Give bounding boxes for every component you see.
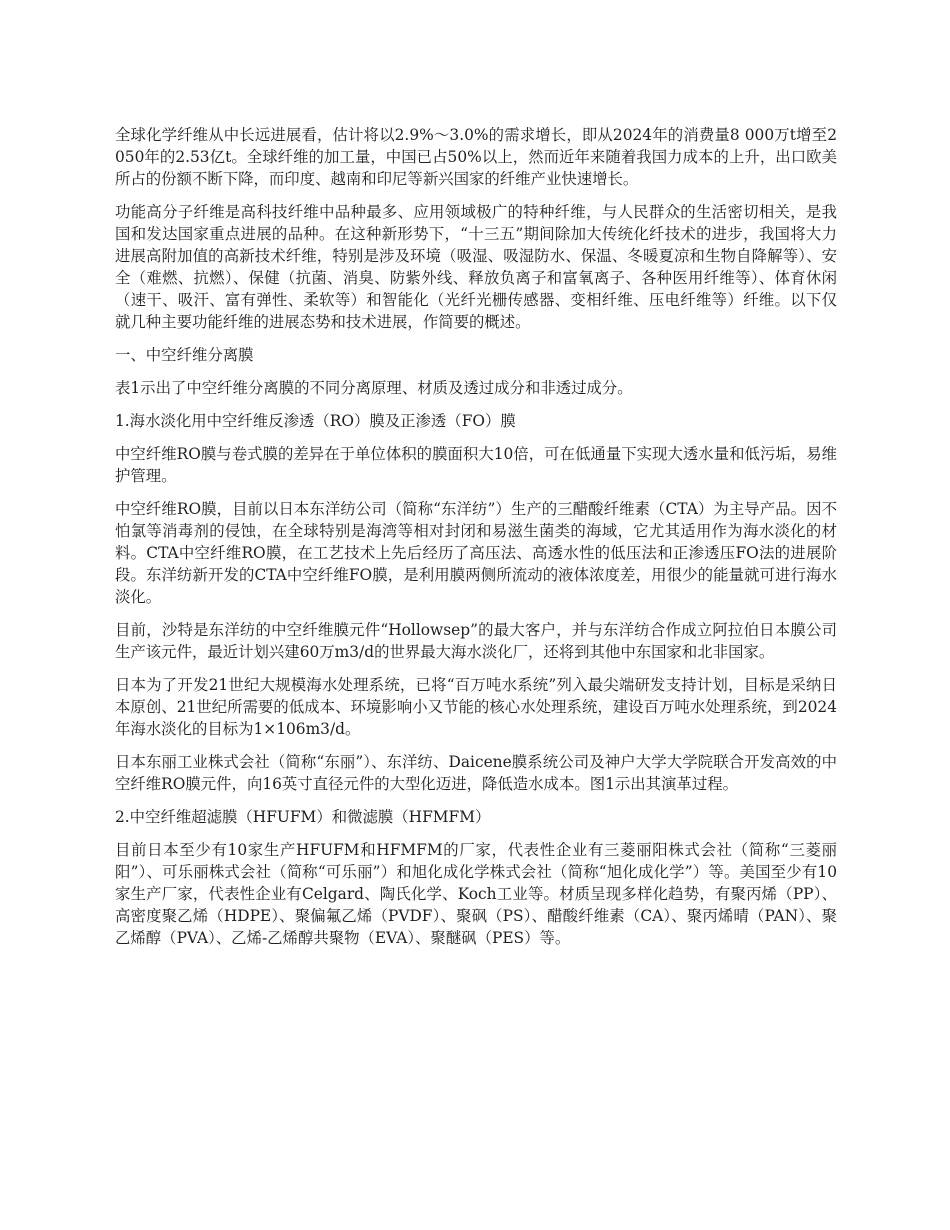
paragraph-saudi-hollowsep: 目前，沙特是东洋纺的中空纤维膜元件“Hollowsep”的最大客户，并与东洋纺合作成立阿拉伯日本膜公司生产该元件，最近计划兴建60万m3/d的世界最大海水淡化厂，还将到其他中东国家和北非国家。 [115, 621, 837, 661]
paragraph-toray-joint-development: 日本东丽工业株式会社（简称“东丽”）、东洋纺、Daicene膜系统公司及神户大学大学院联合开发高效的中空纤维RO膜元件，向16英寸直径元件的大型化迈进，降低造水成本。图1示出其演革过程。 [115, 753, 837, 793]
paragraph-cta-ro-membrane: 中空纤维RO膜，目前以日本东洋纺公司（简称“东洋纺”）生产的三醋酸纤维素（CTA）为主导产品。因不怕氯等消毒剂的侵蚀，在全球特别是海湾等相对封闭和易滋生菌类的海域，它尤其适用作为海水淡化的材料。CTA中空纤维RO膜，在工艺技术上先后经历了高压法、高透水性的低压法和正渗透压FO法的进展阶段。东洋纺新开发的CTA中空纤维FO膜，是利用膜两侧所流动的液体浓度差，用很少的能量就可进行海水淡化。 [115, 500, 837, 606]
paragraph-global-fiber-demand: 全球化学纤维从中长远进展看，估计将以2.9%～3.0%的需求增长，即从2024年的消费量8 000万t增至2050年的2.53亿t。全球纤维的加工量，中国已占50%以上，然而近年来随着我国力成本的上升，出口欧美所占的份额不断下降，而印度、越南和印尼等新兴国家的纤维产业快速增长。 [115, 126, 837, 188]
subheading-uf-mf-membrane: 2.中空纤维超滤膜（HFUFM）和微滤膜（HFMFM） [115, 808, 491, 826]
paragraph-mega-ton-water-system: 日本为了开发21世纪大规模海水处理系统，已将“百万吨水系统”列入最尖端研发支持计划，目标是采纳日本原创、21世纪所需要的低成本、环境影响小又节能的核心水处理系统，建设百万吨水处理系统，到2024年海水淡化的目标为1×106m3/d。 [115, 676, 837, 738]
paragraph-ro-vs-spiral: 中空纤维RO膜与卷式膜的差异在于单位体积的膜面积大10倍，可在低通量下实现大透水量和低污垢，易维护管理。 [115, 445, 837, 485]
paragraph-functional-fibers: 功能高分子纤维是高科技纤维中品种最多、应用领域极广的特种纤维，与人民群众的生活密切相关，是我国和发达国家重点进展的品种。在这种新形势下，“十三五”期间除加大传统化纤技术的进步，我国将大力进展高附加值的高新技术纤维，特别是涉及环境（吸湿、吸湿防水、保温、冬暖夏凉和生物自降解等）、安全（难燃、抗燃）、保健（抗菌、消臭、防紫外线、释放负离子和富氧离子、各种医用纤维等）、体育休闲（速干、吸汗、富有弹性、柔软等）和智能化（光纤光栅传感器、变相纤维、压电纤维等）纤维。以下仅就几种主要功能纤维的进展态势和技术进展，作简要的概述。 [115, 203, 837, 331]
document-body [115, 124, 837, 960]
paragraph-table-reference: 表1示出了中空纤维分离膜的不同分离原理、材质及透过成分和非透过成分。 [115, 379, 633, 397]
paragraph-uf-mf-manufacturers: 目前日本至少有10家生产HFUFM和HFMFM的厂家，代表性企业有三菱丽阳株式会社（简称“三菱丽阳”）、可乐丽株式会社（简称“可乐丽”）和旭化成化学株式会社（简称“旭化成化学”）等。美国至少有10家生产厂家，代表性企业有Celgard、陶氏化学、Koch工业等。材质呈现多样化趋势，有聚丙烯（PP）、高密度聚乙烯（HDPE）、聚偏氟乙烯（PVDF）、聚砜（PS）、醋酸纤维素（CA）、聚丙烯晴（PAN）、聚乙烯醇（PVA）、乙烯-乙烯醇共聚物（EVA）、聚醚砜（PES）等。 [115, 841, 837, 947]
subheading-ro-fo-membrane: 1.海水淡化用中空纤维反渗透（RO）膜及正渗透（FO）膜 [115, 412, 516, 430]
section-heading-hollow-fiber-membrane: 一、中空纤维分离膜 [115, 346, 254, 364]
